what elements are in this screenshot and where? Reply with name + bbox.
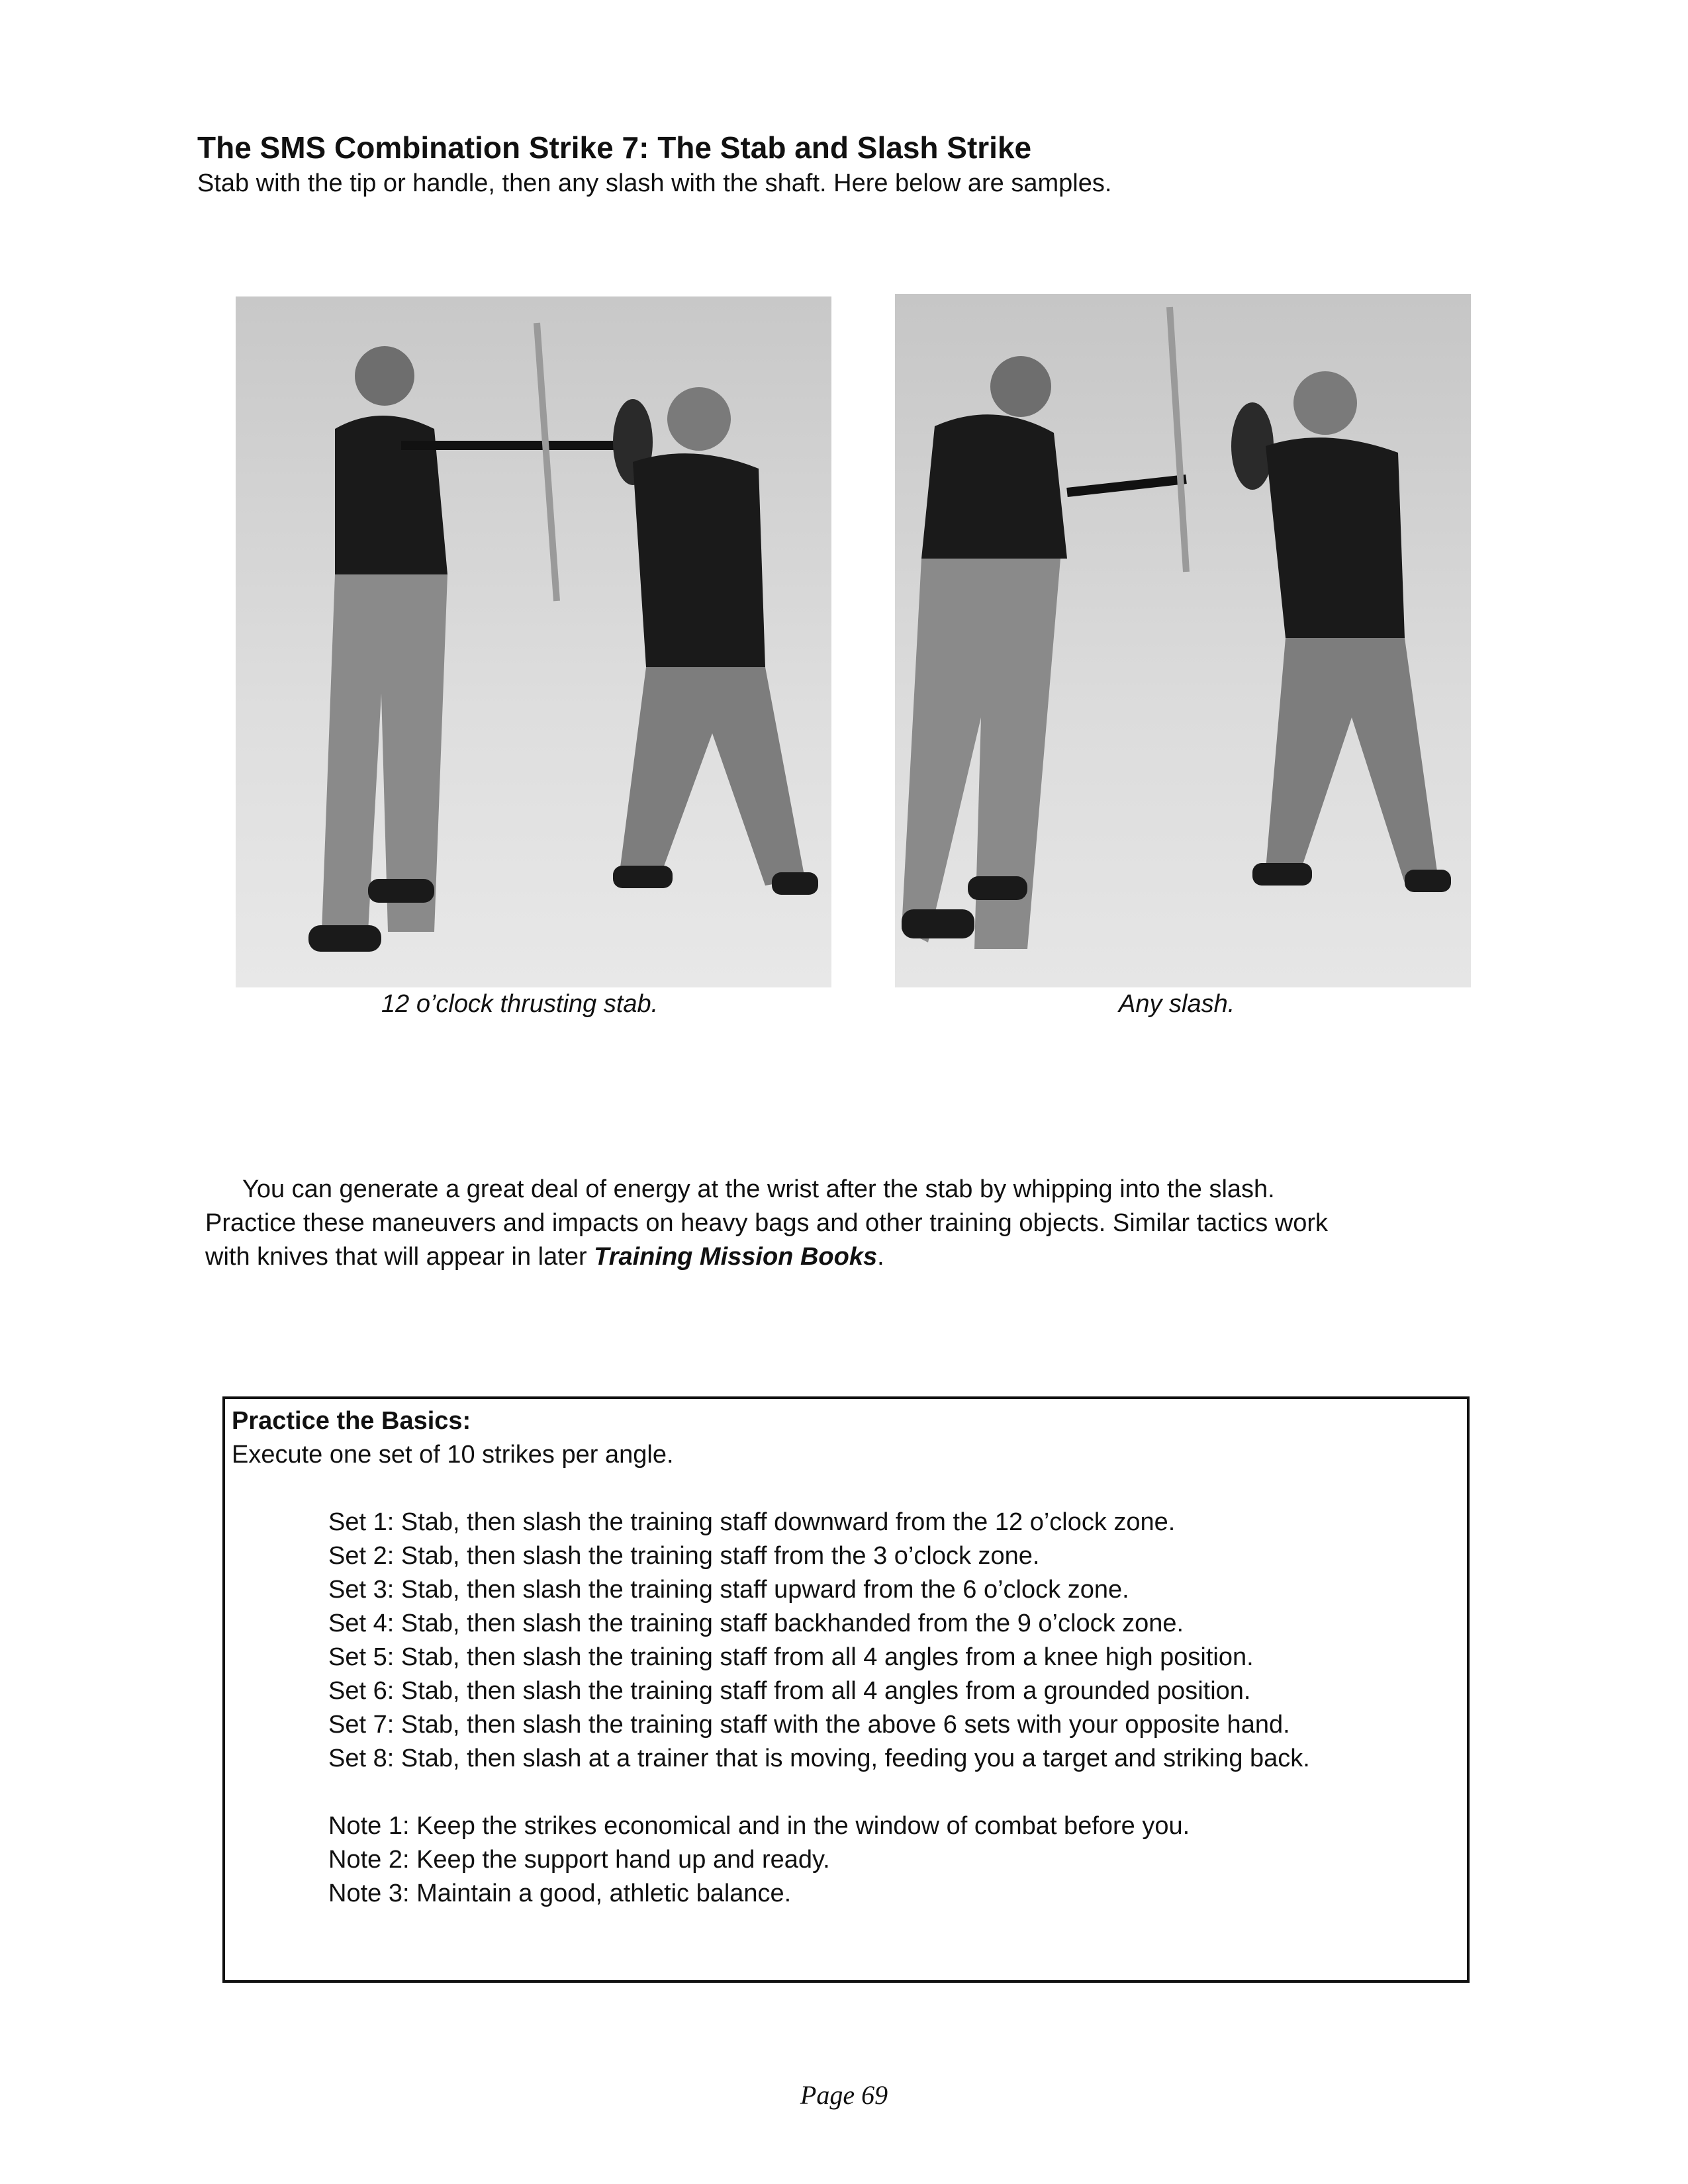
photo-caption-stab: 12 o’clock thrusting stab.: [381, 990, 659, 1018]
practice-note-item: Note 3: Maintain a good, athletic balance.: [328, 1880, 792, 1907]
photo-caption-slash: Any slash.: [1119, 990, 1235, 1018]
book-title-emphasis: Training Mission Books: [594, 1243, 878, 1271]
paragraph-line: You can generate a great deal of energy at the wrist after the stab by whipping into the slash.: [242, 1175, 1275, 1203]
photo-thrusting-stab: [236, 296, 831, 987]
page-title: The SMS Combination Strike 7: The Stab and Slash Strike: [197, 130, 1032, 165]
practice-note-item: Note 1: Keep the strikes economical and in the window of combat before you.: [328, 1812, 1190, 1840]
practice-note-item: Note 2: Keep the support hand up and ready.: [328, 1846, 830, 1874]
page-subtitle: Stab with the tip or handle, then any slash with the shaft. Here below are samples.: [197, 169, 1112, 197]
paragraph-text: .: [877, 1243, 884, 1271]
practice-set-item: Set 1: Stab, then slash the training staff downward from the 12 o’clock zone.: [328, 1508, 1176, 1536]
practice-set-item: Set 8: Stab, then slash at a trainer that is moving, feeding you a target and striking back.: [328, 1745, 1310, 1772]
paragraph-line: Practice these maneuvers and impacts on heavy bags and other training objects. Similar tactics work: [205, 1209, 1329, 1237]
practice-set-item: Set 7: Stab, then slash the training staff with the above 6 sets with your opposite hand.: [328, 1711, 1290, 1739]
practice-set-list: [232, 1506, 1460, 1776]
practice-set-item: Set 5: Stab, then slash the training staff from all 4 angles from a knee high position.: [328, 1643, 1254, 1671]
page-number: Page 69: [800, 2080, 888, 2110]
practice-set-item: Set 4: Stab, then slash the training staff backhanded from the 9 o’clock zone.: [328, 1610, 1184, 1637]
photo-any-slash: [895, 294, 1471, 987]
practice-heading: Practice the Basics:: [232, 1407, 471, 1435]
paragraph-text: with knives that will appear in later: [205, 1243, 594, 1271]
practice-box: [222, 1396, 1470, 1983]
practice-set-item: Set 2: Stab, then slash the training staff from the 3 o’clock zone.: [328, 1542, 1040, 1570]
practice-set-item: Set 6: Stab, then slash the training staff from all 4 angles from a grounded position.: [328, 1677, 1251, 1705]
body-paragraph: [205, 1173, 1503, 1274]
practice-set-item: Set 3: Stab, then slash the training staff upward from the 6 o’clock zone.: [328, 1576, 1129, 1604]
practice-notes: [232, 1809, 1460, 1911]
paragraph-line: [205, 1240, 1503, 1274]
practice-intro: Execute one set of 10 strikes per angle.: [232, 1441, 674, 1469]
